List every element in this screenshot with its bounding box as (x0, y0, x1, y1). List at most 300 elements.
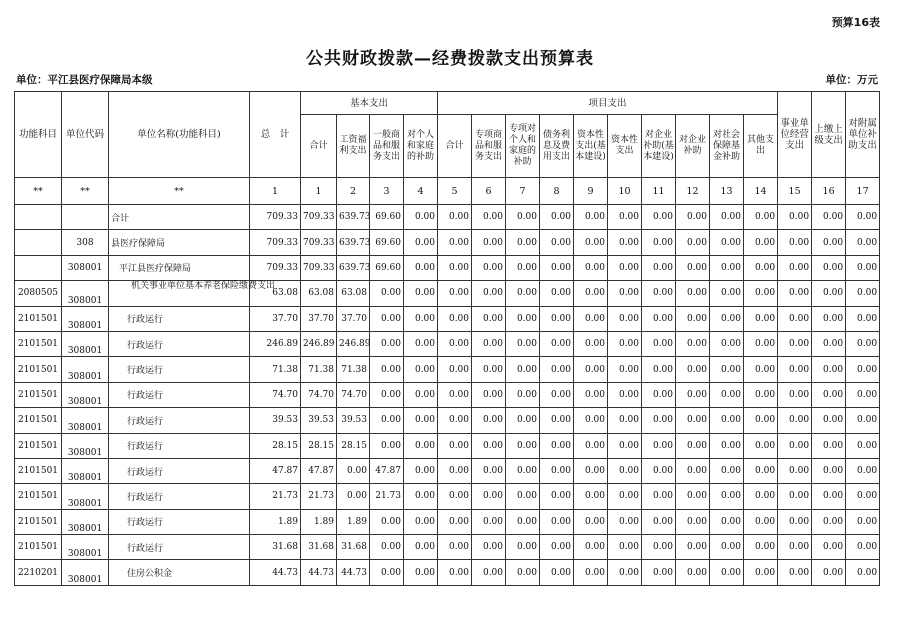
amount-cell: 0.00 (574, 357, 608, 382)
amount-cell: 0.00 (404, 408, 438, 433)
amount-cell: 71.38 (301, 357, 337, 382)
amount-cell: 0.00 (710, 560, 744, 585)
amount-cell: 0.00 (744, 331, 778, 356)
amount-cell: 0.00 (438, 560, 472, 585)
amount-cell: 246.89 (301, 331, 337, 356)
unit-name-cell: 机关事业单位基本养老保险缴费支出 (109, 281, 250, 306)
amount-cell: 0.00 (608, 509, 642, 534)
func-code-cell: 2101501 (15, 535, 62, 560)
amount-cell: 0.00 (778, 205, 812, 230)
amount-cell: 0.00 (846, 331, 880, 356)
col-basic-1: 合计 (301, 115, 337, 178)
amount-cell: 0.00 (846, 458, 880, 483)
amount-cell: 69.60 (370, 255, 404, 280)
col-project-2: 专项商品和服务支出 (472, 115, 506, 178)
unit-name-cell: 行政运行 (109, 433, 250, 458)
amount-cell: 0.00 (574, 408, 608, 433)
amount-cell: 37.70 (337, 306, 370, 331)
amount-cell: 0.00 (812, 281, 846, 306)
func-code-cell: 2101501 (15, 484, 62, 509)
amount-cell: 246.89 (250, 331, 301, 356)
amount-cell: 31.68 (250, 535, 301, 560)
amount-cell: 0.00 (370, 357, 404, 382)
amount-cell: 0.00 (472, 560, 506, 585)
amount-cell: 0.00 (574, 306, 608, 331)
table-row (15, 382, 880, 407)
amount-cell: 0.00 (438, 331, 472, 356)
amount-cell: 0.00 (404, 458, 438, 483)
amount-cell: 0.00 (574, 458, 608, 483)
amount-cell: 0.00 (676, 484, 710, 509)
amount-cell: 0.00 (540, 357, 574, 382)
amount-cell: 0.00 (710, 433, 744, 458)
amount-cell: 0.00 (744, 560, 778, 585)
amount-cell: 0.00 (438, 408, 472, 433)
unit-code-cell: 308 (62, 230, 109, 255)
col-total: 总 计 (250, 92, 301, 178)
budget-table (14, 91, 880, 586)
column-index-cell: 2 (337, 178, 370, 205)
amount-cell: 0.00 (642, 535, 676, 560)
amount-cell: 44.73 (250, 560, 301, 585)
amount-cell: 0.00 (710, 306, 744, 331)
column-index-cell: ** (15, 178, 62, 205)
amount-cell: 0.00 (778, 509, 812, 534)
amount-cell: 0.00 (574, 509, 608, 534)
amount-cell: 709.33 (250, 205, 301, 230)
amount-cell: 0.00 (506, 382, 540, 407)
amount-cell: 0.00 (744, 306, 778, 331)
column-index-cell: 14 (744, 178, 778, 205)
col-project-9: 对社会保障基金补助 (710, 115, 744, 178)
amount-cell: 0.00 (438, 230, 472, 255)
unit-code-cell: 308001 (62, 357, 109, 382)
amount-cell: 0.00 (438, 509, 472, 534)
amount-cell: 0.00 (540, 458, 574, 483)
amount-cell: 709.33 (250, 255, 301, 280)
table-row (15, 230, 880, 255)
amount-cell: 0.00 (744, 509, 778, 534)
column-index-row (15, 178, 880, 205)
amount-cell: 639.73 (337, 205, 370, 230)
col-project-10: 其他支出 (744, 115, 778, 178)
amount-cell: 0.00 (812, 205, 846, 230)
amount-cell: 709.33 (301, 205, 337, 230)
unit-code-cell: 308001 (62, 255, 109, 280)
unit-code-cell: 308001 (62, 535, 109, 560)
amount-cell: 0.00 (404, 306, 438, 331)
amount-cell: 709.33 (301, 230, 337, 255)
unit-name-cell: 住房公积金 (109, 560, 250, 585)
column-index-cell: ** (62, 178, 109, 205)
amount-cell: 0.00 (472, 306, 506, 331)
col-unit-code: 单位代码 (62, 92, 109, 178)
amount-cell: 0.00 (506, 331, 540, 356)
col-basic-3: 一般商品和服务支出 (370, 115, 404, 178)
column-index-cell: 4 (404, 178, 438, 205)
amount-cell: 0.00 (540, 560, 574, 585)
amount-cell: 63.08 (337, 281, 370, 306)
amount-cell: 0.00 (744, 458, 778, 483)
table-row (15, 357, 880, 382)
amount-cell: 0.00 (744, 433, 778, 458)
amount-cell: 0.00 (506, 484, 540, 509)
amount-cell: 0.00 (812, 560, 846, 585)
column-index-cell: 10 (608, 178, 642, 205)
page-title: 公共财政拨款—经费拨款支出预算表 (306, 49, 594, 69)
amount-cell: 0.00 (472, 357, 506, 382)
amount-cell: 0.00 (370, 382, 404, 407)
func-code-cell: 2101501 (15, 331, 62, 356)
amount-cell: 0.00 (642, 255, 676, 280)
amount-cell: 0.00 (574, 230, 608, 255)
amount-cell: 21.73 (250, 484, 301, 509)
amount-cell: 0.00 (812, 255, 846, 280)
table-row (15, 433, 880, 458)
amount-cell: 0.00 (778, 255, 812, 280)
amount-cell: 0.00 (438, 281, 472, 306)
amount-cell: 1.89 (337, 509, 370, 534)
amount-cell: 0.00 (472, 230, 506, 255)
amount-cell: 0.00 (506, 433, 540, 458)
amount-cell: 0.00 (404, 281, 438, 306)
amount-cell: 0.00 (608, 306, 642, 331)
unit-code-cell: 308001 (62, 458, 109, 483)
amount-cell: 0.00 (778, 357, 812, 382)
amount-cell: 0.00 (506, 230, 540, 255)
unit-code-cell: 308001 (62, 560, 109, 585)
unit-name-cell: 行政运行 (109, 535, 250, 560)
amount-cell: 0.00 (506, 205, 540, 230)
amount-cell: 0.00 (812, 230, 846, 255)
amount-cell: 0.00 (540, 408, 574, 433)
amount-cell: 0.00 (608, 433, 642, 458)
amount-cell: 47.87 (301, 458, 337, 483)
func-code-cell (15, 205, 62, 230)
amount-cell: 0.00 (846, 509, 880, 534)
amount-cell: 0.00 (778, 535, 812, 560)
amount-cell: 0.00 (676, 306, 710, 331)
amount-cell: 0.00 (506, 255, 540, 280)
amount-cell: 0.00 (337, 458, 370, 483)
amount-cell: 0.00 (438, 535, 472, 560)
amount-cell: 0.00 (846, 205, 880, 230)
amount-cell: 0.00 (676, 535, 710, 560)
amount-cell: 0.00 (744, 281, 778, 306)
amount-cell: 0.00 (370, 281, 404, 306)
col-tail-1: 事业单位经营支出 (778, 92, 812, 178)
amount-cell: 71.38 (250, 357, 301, 382)
amount-cell: 0.00 (472, 484, 506, 509)
col-project-8: 对企业补助 (676, 115, 710, 178)
unit-code-cell: 308001 (62, 382, 109, 407)
amount-cell: 0.00 (710, 458, 744, 483)
amount-cell: 0.00 (642, 408, 676, 433)
amount-cell: 0.00 (370, 408, 404, 433)
amount-cell: 0.00 (676, 560, 710, 585)
amount-cell: 0.00 (778, 230, 812, 255)
amount-cell: 0.00 (710, 382, 744, 407)
amount-cell: 0.00 (608, 458, 642, 483)
amount-cell: 0.00 (778, 331, 812, 356)
amount-cell: 0.00 (574, 281, 608, 306)
amount-cell: 0.00 (710, 281, 744, 306)
amount-cell: 0.00 (812, 306, 846, 331)
amount-cell: 0.00 (642, 205, 676, 230)
amount-cell: 0.00 (404, 433, 438, 458)
amount-cell: 0.00 (506, 509, 540, 534)
amount-cell: 0.00 (574, 433, 608, 458)
unit-code-cell: 308001 (62, 281, 109, 306)
amount-cell: 0.00 (778, 484, 812, 509)
amount-cell: 21.73 (301, 484, 337, 509)
amount-cell: 0.00 (404, 560, 438, 585)
unit-code-cell: 308001 (62, 408, 109, 433)
column-index-cell: 3 (370, 178, 404, 205)
amount-cell: 0.00 (744, 382, 778, 407)
amount-cell: 0.00 (506, 535, 540, 560)
amount-cell: 0.00 (676, 509, 710, 534)
amount-cell: 0.00 (676, 331, 710, 356)
amount-cell: 0.00 (744, 205, 778, 230)
col-basic-4: 对个人和家庭的补助 (404, 115, 438, 178)
amount-cell: 71.38 (337, 357, 370, 382)
func-code-cell: 2101501 (15, 433, 62, 458)
amount-cell: 0.00 (574, 255, 608, 280)
unit-name-cell: 合计 (109, 205, 250, 230)
amount-cell: 246.89 (337, 331, 370, 356)
amount-cell: 0.00 (506, 560, 540, 585)
amount-cell: 0.00 (846, 484, 880, 509)
table-row (15, 408, 880, 433)
amount-cell: 0.00 (846, 433, 880, 458)
unit-name-cell: 平江县医疗保障局 (109, 255, 250, 280)
amount-cell: 0.00 (438, 382, 472, 407)
form-number: 预算16表 (831, 16, 880, 29)
amount-cell: 0.00 (472, 535, 506, 560)
amount-cell: 28.15 (250, 433, 301, 458)
amount-cell: 21.73 (370, 484, 404, 509)
group-project: 项目支出 (438, 92, 778, 115)
amount-cell: 709.33 (250, 230, 301, 255)
amount-cell: 0.00 (608, 408, 642, 433)
amount-cell: 0.00 (540, 255, 574, 280)
amount-cell: 0.00 (472, 281, 506, 306)
amount-cell: 0.00 (540, 433, 574, 458)
amount-cell: 0.00 (642, 458, 676, 483)
amount-cell: 0.00 (472, 433, 506, 458)
col-project-1: 合计 (438, 115, 472, 178)
amount-cell: 0.00 (778, 408, 812, 433)
func-code-cell: 2101501 (15, 382, 62, 407)
amount-cell: 0.00 (506, 458, 540, 483)
column-index-cell: 12 (676, 178, 710, 205)
func-code-cell: 2101501 (15, 458, 62, 483)
amount-cell: 31.68 (301, 535, 337, 560)
amount-cell: 0.00 (540, 382, 574, 407)
col-basic-2: 工资福利支出 (337, 115, 370, 178)
table-row (15, 306, 880, 331)
func-code-cell: 2080505 (15, 281, 62, 306)
amount-cell: 0.00 (846, 357, 880, 382)
table-row (15, 560, 880, 585)
amount-cell: 44.73 (337, 560, 370, 585)
amount-cell: 0.00 (370, 331, 404, 356)
amount-cell: 0.00 (642, 433, 676, 458)
amount-cell: 0.00 (370, 306, 404, 331)
unit-name-cell: 县医疗保障局 (109, 230, 250, 255)
amount-cell: 0.00 (574, 560, 608, 585)
column-index-cell: 17 (846, 178, 880, 205)
amount-cell: 0.00 (438, 306, 472, 331)
amount-cell: 28.15 (337, 433, 370, 458)
amount-cell: 0.00 (472, 382, 506, 407)
amount-cell: 0.00 (370, 560, 404, 585)
col-project-4: 债务利息及费用支出 (540, 115, 574, 178)
amount-cell: 0.00 (710, 230, 744, 255)
amount-cell: 0.00 (676, 382, 710, 407)
amount-cell: 0.00 (676, 205, 710, 230)
table-row (15, 484, 880, 509)
column-index-cell: 1 (301, 178, 337, 205)
amount-cell: 639.73 (337, 255, 370, 280)
amount-cell: 0.00 (642, 357, 676, 382)
amount-cell: 74.70 (301, 382, 337, 407)
amount-cell: 0.00 (472, 408, 506, 433)
amount-cell: 0.00 (404, 509, 438, 534)
column-index-cell: 9 (574, 178, 608, 205)
amount-cell: 0.00 (608, 281, 642, 306)
amount-cell: 0.00 (812, 331, 846, 356)
amount-cell: 63.08 (250, 281, 301, 306)
amount-cell: 0.00 (642, 509, 676, 534)
unit-name-cell: 行政运行 (109, 408, 250, 433)
col-project-3: 专项对个人和家庭的补助 (506, 115, 540, 178)
func-code-cell: 2101501 (15, 509, 62, 534)
amount-cell: 0.00 (846, 560, 880, 585)
amount-cell: 0.00 (642, 306, 676, 331)
amount-cell: 44.73 (301, 560, 337, 585)
unit-name-cell: 行政运行 (109, 484, 250, 509)
amount-cell: 28.15 (301, 433, 337, 458)
amount-cell: 0.00 (472, 255, 506, 280)
amount-cell: 0.00 (574, 535, 608, 560)
amount-cell: 0.00 (438, 458, 472, 483)
amount-cell: 0.00 (744, 484, 778, 509)
amount-cell: 0.00 (710, 255, 744, 280)
func-code-cell (15, 255, 62, 280)
amount-cell: 0.00 (540, 205, 574, 230)
amount-cell: 0.00 (676, 458, 710, 483)
table-row (15, 458, 880, 483)
amount-cell: 0.00 (506, 306, 540, 331)
func-code-cell (15, 230, 62, 255)
column-index-cell: 15 (778, 178, 812, 205)
unit-code-cell: 308001 (62, 306, 109, 331)
amount-cell: 0.00 (812, 484, 846, 509)
amount-cell: 0.00 (812, 408, 846, 433)
unit-code-cell: 308001 (62, 509, 109, 534)
amount-cell: 0.00 (846, 281, 880, 306)
amount-cell: 1.89 (301, 509, 337, 534)
amount-cell: 0.00 (710, 535, 744, 560)
amount-cell: 0.00 (438, 357, 472, 382)
amount-cell: 39.53 (250, 408, 301, 433)
amount-cell: 0.00 (472, 458, 506, 483)
amount-cell: 69.60 (370, 230, 404, 255)
amount-cell: 0.00 (778, 382, 812, 407)
col-project-5: 资本性支出(基本建设) (574, 115, 608, 178)
amount-cell: 0.00 (540, 281, 574, 306)
amount-cell: 0.00 (744, 408, 778, 433)
amount-cell: 39.53 (337, 408, 370, 433)
amount-cell: 0.00 (642, 484, 676, 509)
amount-cell: 0.00 (812, 382, 846, 407)
amount-cell: 37.70 (250, 306, 301, 331)
amount-cell: 63.08 (301, 281, 337, 306)
amount-cell: 0.00 (370, 535, 404, 560)
column-index-cell: 11 (642, 178, 676, 205)
col-tail-3: 对附属单位补助支出 (846, 92, 880, 178)
amount-cell: 0.00 (370, 433, 404, 458)
amount-cell: 0.00 (710, 408, 744, 433)
group-basic: 基本支出 (301, 92, 438, 115)
amount-cell: 0.00 (676, 230, 710, 255)
amount-cell: 0.00 (608, 331, 642, 356)
unit-name-cell: 行政运行 (109, 509, 250, 534)
amount-cell: 0.00 (642, 560, 676, 585)
amount-cell: 0.00 (472, 331, 506, 356)
amount-cell: 0.00 (812, 433, 846, 458)
amount-cell: 0.00 (846, 255, 880, 280)
amount-cell: 0.00 (404, 535, 438, 560)
amount-cell: 0.00 (676, 255, 710, 280)
amount-cell: 31.68 (337, 535, 370, 560)
amount-cell: 37.70 (301, 306, 337, 331)
amount-cell: 0.00 (676, 408, 710, 433)
table-row (15, 205, 880, 230)
func-code-cell: 2101501 (15, 306, 62, 331)
amount-cell: 47.87 (370, 458, 404, 483)
amount-cell: 0.00 (812, 535, 846, 560)
amount-cell: 0.00 (574, 382, 608, 407)
amount-cell: 0.00 (438, 255, 472, 280)
amount-cell: 0.00 (337, 484, 370, 509)
amount-cell: 0.00 (744, 357, 778, 382)
amount-cell: 0.00 (404, 230, 438, 255)
func-code-cell: 2210201 (15, 560, 62, 585)
amount-cell: 0.00 (778, 306, 812, 331)
amount-cell: 0.00 (710, 357, 744, 382)
unit-name-cell: 行政运行 (109, 331, 250, 356)
table-row (15, 281, 880, 306)
table-row (15, 535, 880, 560)
amount-cell: 0.00 (778, 433, 812, 458)
amount-cell: 0.00 (846, 230, 880, 255)
amount-cell: 709.33 (301, 255, 337, 280)
amount-cell: 0.00 (744, 255, 778, 280)
amount-cell: 0.00 (540, 535, 574, 560)
amount-cell: 74.70 (337, 382, 370, 407)
amount-cell: 0.00 (574, 331, 608, 356)
col-func-code: 功能科目 (15, 92, 62, 178)
amount-cell: 0.00 (744, 535, 778, 560)
amount-cell: 0.00 (608, 535, 642, 560)
amount-cell: 69.60 (370, 205, 404, 230)
amount-cell: 0.00 (710, 509, 744, 534)
amount-cell: 0.00 (404, 484, 438, 509)
amount-cell: 0.00 (710, 331, 744, 356)
